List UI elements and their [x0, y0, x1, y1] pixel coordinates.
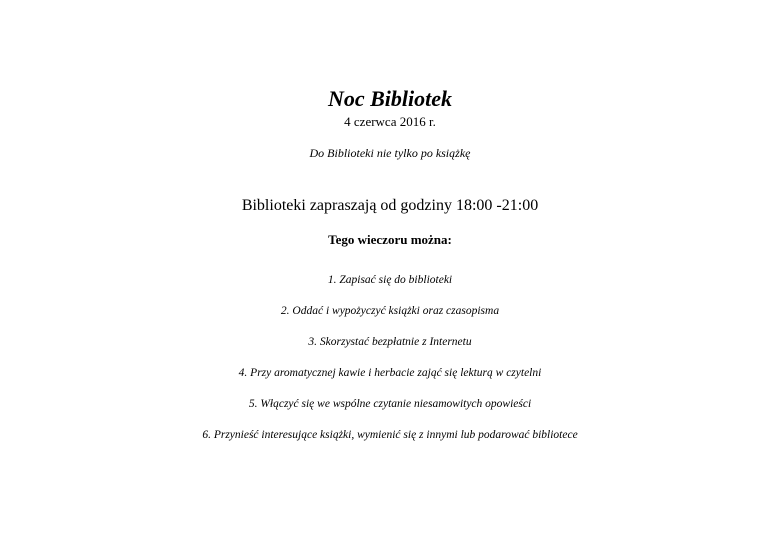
list-item: 4. Przy aromatycznej kawie i herbacie zająć się lekturą w czytelni — [238, 367, 542, 379]
list-item: 1. Zapisać się do biblioteki — [327, 274, 453, 286]
event-title: Noc Bibliotek — [327, 86, 453, 111]
activities-list — [0, 272, 768, 458]
event-subtitle: Do Biblioteki nie tylko po książkę — [309, 146, 471, 160]
activities-heading: Tego wieczoru można: — [328, 232, 452, 247]
list-item: 3. Skorzystać bezpłatnie z Internetu — [308, 336, 472, 348]
list-item: 6. Przynieść interesujące książki, wymienić się z innymi lub podarować bibliotece — [202, 429, 578, 441]
opening-hours: Biblioteki zapraszają od godziny 18:00 -21:00 — [241, 197, 539, 214]
event-date: 4 czerwca 2016 r. — [344, 114, 436, 129]
list-item: 2. Oddać i wypożyczyć książki oraz czasopisma — [280, 305, 500, 317]
list-item: 5. Włączyć się we wspólne czytanie niesamowitych opowieści — [248, 398, 532, 410]
